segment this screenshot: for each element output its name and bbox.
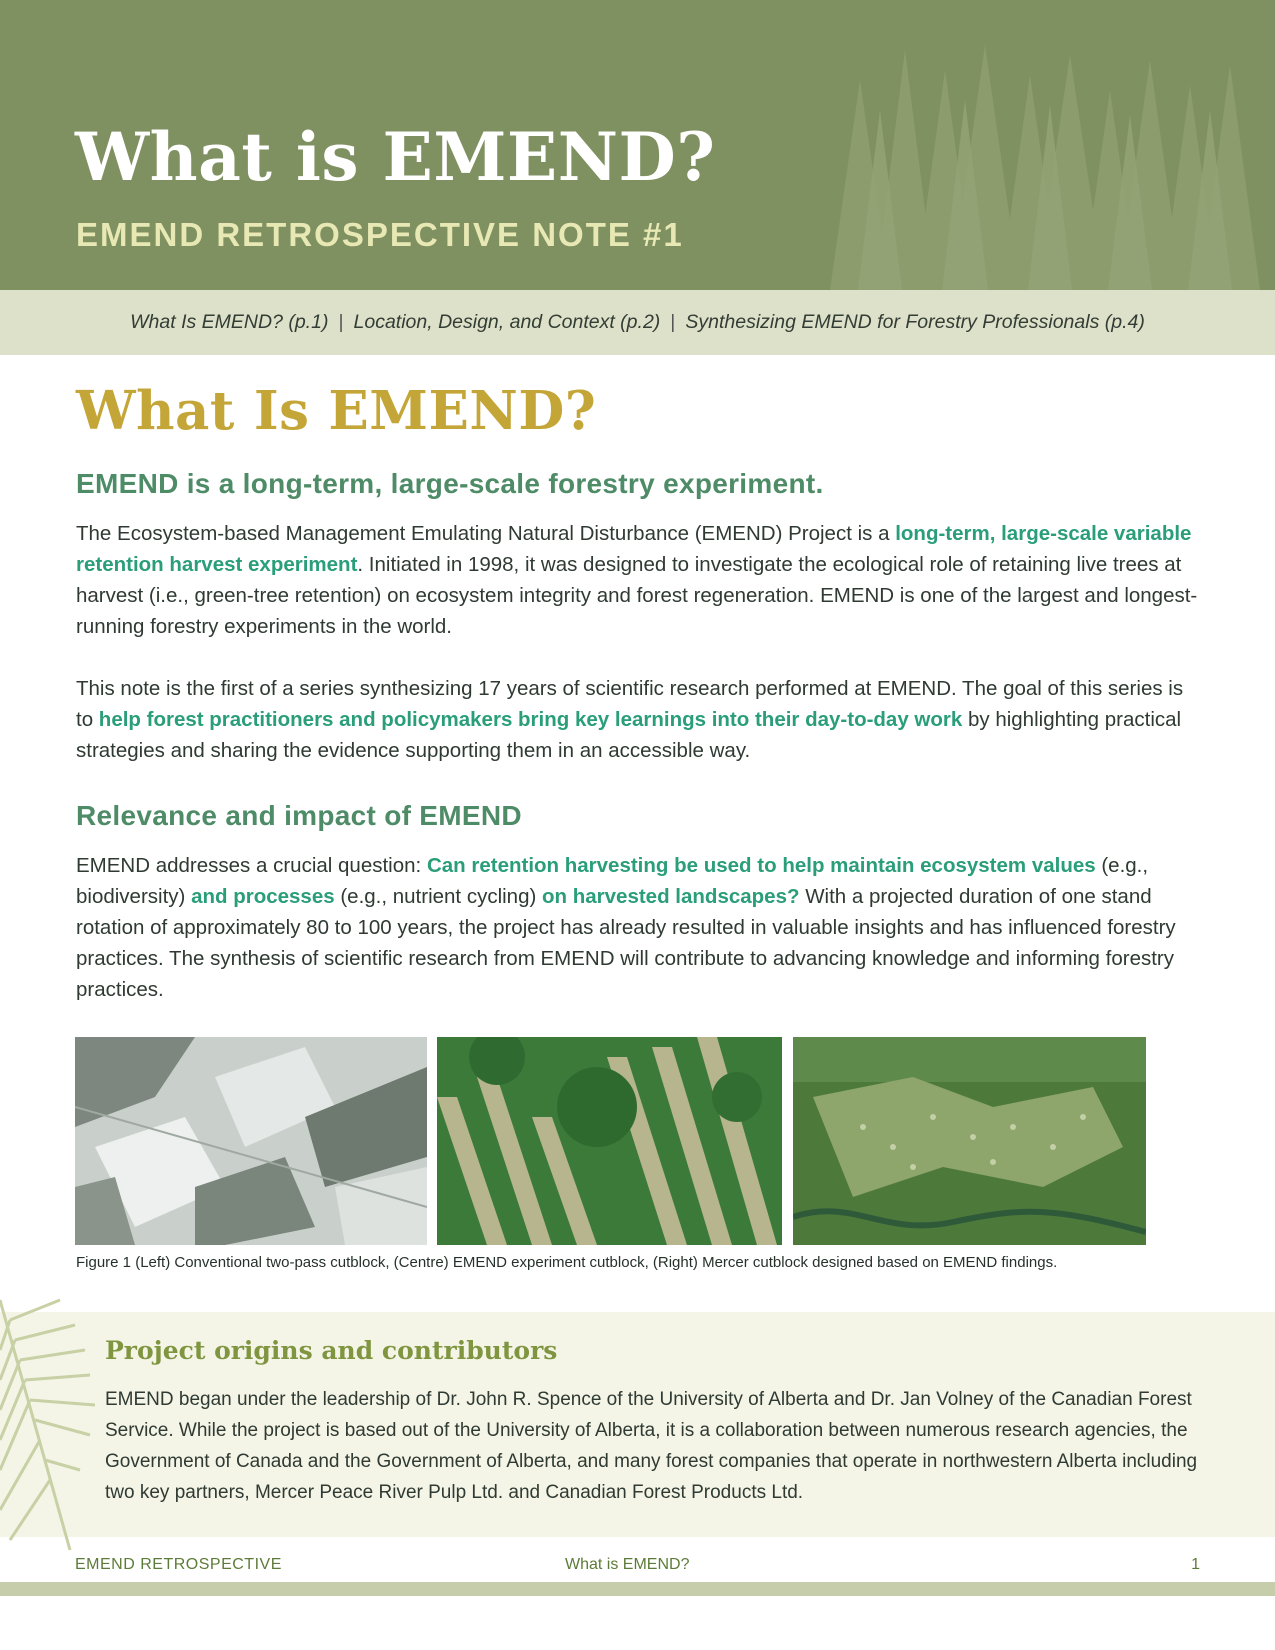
body-text: by highlighting practical strategies and sharing the evidence supporting them in an accessible way. — [76, 708, 1182, 762]
tree-silhouette-illustration — [820, 40, 1275, 290]
toc-separator: | — [670, 311, 676, 333]
figure-conventional-cutblock — [75, 1037, 427, 1245]
body-text: The Ecosystem-based Management Emulating Natural Disturbance (EMEND) Project is a — [76, 522, 896, 545]
highlighted-text: help forest practitioners and policymakers bring key learnings into their day-to-day work — [98, 708, 963, 731]
body-text: (e.g., biodiversity) — [76, 854, 1149, 908]
footer-title: What is EMEND? — [565, 1556, 690, 1573]
page-title: What is EMEND? — [75, 118, 716, 196]
toc-link-what-is-emend[interactable]: What Is EMEND? (p.1) — [130, 311, 329, 333]
figure-row — [75, 1037, 1201, 1245]
figure-caption: Figure 1 (Left) Conventional two-pass cutblock, (Centre) EMEND experiment cutblock, (Right) Mercer cutblock designed based on EMEND findings. — [76, 1254, 1058, 1271]
section-heading: What Is EMEND? — [76, 380, 597, 442]
series-paragraph — [76, 673, 1201, 766]
intro-paragraph — [76, 518, 1201, 642]
body-text: (e.g., nutrient cycling) — [334, 885, 543, 908]
page-footer — [75, 1556, 1200, 1578]
body-text: With a projected duration of one stand rotation of approximately 80 to 100 years, the project has already resulted in valuable insights and has influenced forestry practices. The synthesis of scientific research from EMEND will contribute to advancing knowledge and informing forestry practices. — [76, 885, 1176, 1001]
pine-branch-decoration — [0, 1280, 110, 1560]
origins-title: Project origins and contributors — [105, 1336, 558, 1365]
highlighted-text: on harvested landscapes? — [542, 885, 800, 908]
body-text: . Initiated in 1998, it was designed to investigate the ecological role of retaining live trees at harvest (i.e., green-tree retention) on ecosystem integrity and forest regeneration. EMEND is one of the largest and longest-running forestry experiments in the world. — [76, 553, 1198, 638]
highlighted-text: long-term, large-scale variable retention harvest experiment — [76, 522, 1192, 576]
note-subtitle: EMEND RETROSPECTIVE NOTE #1 — [76, 216, 684, 253]
origins-text: EMEND began under the leadership of Dr. John R. Spence of the University of Alberta and Dr. Jan Volney of the Canadian Forest Service. While the project is based out of the University of Alberta, it is a collaboration between numerous research agencies, the Government of Canada and the Government of Alberta, and many forest companies that operate in northwestern Alberta including two key partners, Mercer Peace River Pulp Ltd. and Canadian Forest Products Ltd. — [105, 1389, 1198, 1503]
relevance-heading: Relevance and impact of EMEND — [76, 800, 522, 831]
highlighted-text: and processes — [191, 885, 335, 908]
toc-separator: | — [338, 311, 344, 333]
header-banner — [0, 0, 1275, 290]
highlighted-text: Can retention harvesting be used to help maintain ecosystem values — [426, 854, 1096, 877]
figure-mercer-cutblock — [793, 1037, 1146, 1245]
relevance-paragraph — [76, 850, 1201, 1005]
figure-emend-cutblock — [437, 1037, 782, 1245]
page-number: 1 — [1191, 1556, 1200, 1573]
footer-bar — [0, 1582, 1275, 1596]
body-text: EMEND addresses a crucial question: — [76, 854, 427, 877]
toc-link-synthesizing[interactable]: Synthesizing EMEND for Forestry Professionals (p.4) — [685, 311, 1145, 333]
section-subheading: EMEND is a long-term, large-scale forestry experiment. — [76, 468, 824, 499]
main-content — [76, 380, 1201, 1005]
toc-link-location-design[interactable]: Location, Design, and Context (p.2) — [353, 311, 661, 333]
table-of-contents — [0, 290, 1275, 355]
body-text: This note is the first of a series synthesizing 17 years of scientific research performed at EMEND. The goal of this series is to — [76, 677, 1184, 731]
footer-series-name: EMEND RETROSPECTIVE — [75, 1556, 282, 1573]
